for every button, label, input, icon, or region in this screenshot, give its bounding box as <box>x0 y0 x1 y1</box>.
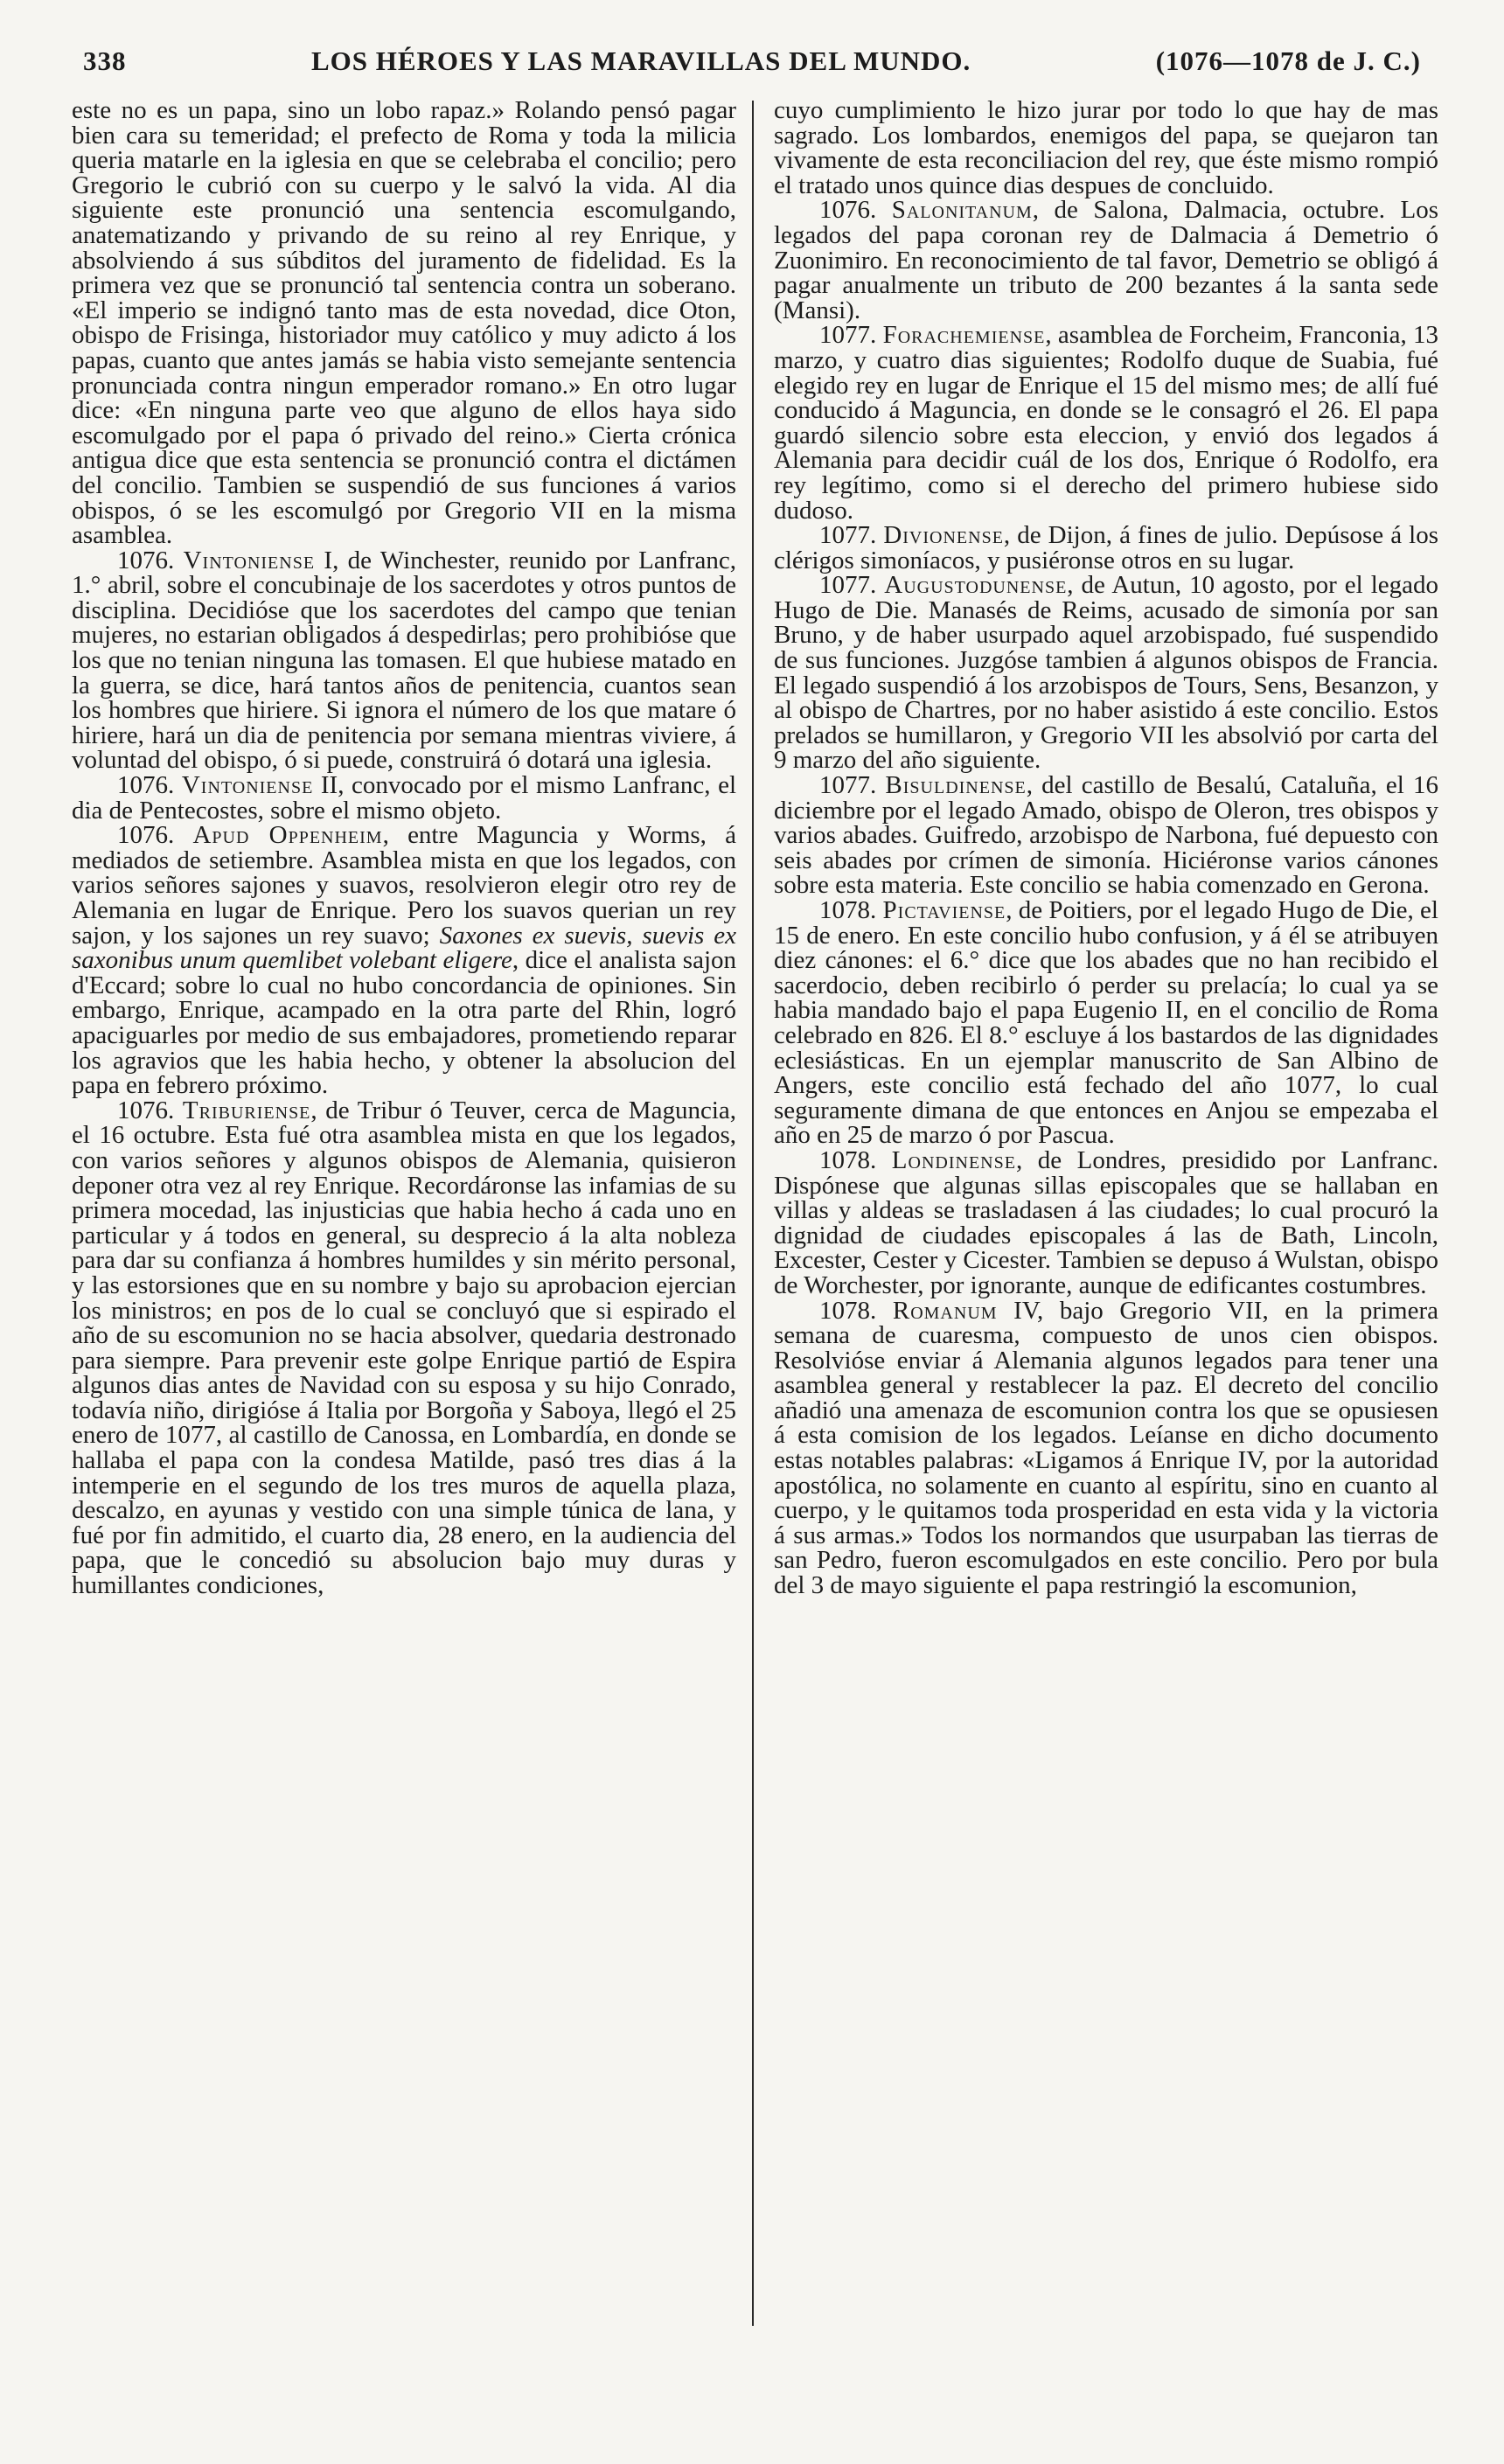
entry-year: 1078. <box>819 1296 877 1325</box>
entry-text: , entre Maguncia y Worms, á mediados de setiembre. Asamblea mista en que los legados, con varios señores sajones y suavos, resolvieron elegir otro rey de Alemania en lugar de Enrique. Pero los suavos querian un rey sajon, y los sajones un rey suavo; <box>72 821 736 950</box>
entry-year: 1076. <box>117 1096 175 1124</box>
running-title: LOS HÉROES Y LAS MARAVILLAS DEL MUNDO. <box>310 45 971 76</box>
entry-name: Vintoniense <box>181 771 314 800</box>
council-entry <box>72 823 736 1098</box>
entry-text: II, convocado por el mismo Lanfranc, el dia de Pentecostes, sobre el mismo objeto. <box>72 771 736 825</box>
entry-year: 1076. <box>117 771 175 800</box>
entry-text: , de Poitiers, por el legado Hugo de Die, el 15 de enero. En este concilio hubo confusion, y á él se atribuyen diez cánones: el 6.° dice que los abades que no han recibido el sacerdocio, deben recibirlo ó perder su prelacía; lo cual ya se habia mandado bajo el papa Eugenio II, en el concilio de Roma celebrado en 826. El 8.° escluye á los bastardos de las dignidades eclesiásticas. En un ejemplar manuscrito de San Albino de Angers, este concilio está fechado del año 1077, lo cual seguramente dimana de que entonces en Anjou se empezaba el año en 25 de marzo ó por Pascua. <box>774 896 1438 1150</box>
running-header <box>83 45 1421 87</box>
entry-name: Apud Oppenheim <box>192 821 383 850</box>
council-entry <box>72 548 736 773</box>
page-number: 338 <box>83 45 127 76</box>
entry-text: , de Autun, 10 agosto, por el legado Hugo de Die. Manasés de Reims, acusado de simonía por san Bruno, y de haber usurpado aquel arzobispado, fué suspendido de sus funciones. Juzgóse tambien á algunos obispos de Francia. El legado suspendió á los arzobispos de Tours, Sens, Besanzon, y al obispo de Chartres, por no haber asistido á este concilio. Estos prelados se humillaron, y Gregorio VII les absolvió por carta del 9 marzo del año siguiente. <box>774 571 1439 775</box>
right-column <box>774 98 1438 1598</box>
entry-year: 1076. <box>117 546 175 574</box>
paragraph: cuyo cumplimiento le hizo jurar por todo lo que hay de mas sagrado. Los lombardos, enemigos del papa, se quejaron tan vivamente de esta reconciliacion del rey, que éste mismo rompió el tratado unos quince dias despues de concluido. <box>774 96 1438 199</box>
council-entry <box>774 1145 1439 1299</box>
entry-year: 1077. <box>819 321 877 350</box>
paragraph: este no es un papa, sino un lobo rapaz.» Rolando pensó pagar bien cara su temeridad; el prefecto de Roma y toda la milicia queria matarle en la iglesia en que se celebraba el concilio; pero Gregorio le cubrió con su cuerpo y le salvó la vida. Al dia siguiente este pronunció una sentencia escomulgando, anatematizando y privando de su reino al rey Enrique, y absolviendo á sus súbditos del juramento de fidelidad. Es la primera vez que se pronunció tal sentencia contra un soberano. «El imperio se indignó tanto mas de esta novedad, dice Oton, obispo de Frisinga, historiador muy católico y muy adicto á los papas, cuanto que antes jamás se habia visto semejante sentencia pronunciada contra ningun emperador romano.» En otro lugar dice: «En ninguna parte veo que alguno de ellos haya sido escomulgado por el papa ó privado del reino.» Cierta crónica antigua dice que esta sentencia se pronunció contra el dictámen del concilio. Tambien se suspendió de sus funciones á varios obispos, ó se les escomulgó por Gregorio VII en la misma asamblea. <box>72 96 736 550</box>
entry-text: , de Londres, presidido por Lanfranc. Dispónese que algunas sillas episcopales que se hallaban en villas y aldeas se trasladasen á las ciudades; lo cual procuró la dignidad de ciudades episcopales á las de Bath, Lincoln, Excester, Cester y Cicester. Tambien se depuso á Wulstan, obispo de Worchester, por ignorante, aunque de edificantes costumbres. <box>774 1145 1439 1299</box>
entry-year: 1078. <box>819 896 877 924</box>
entry-year: 1077. <box>819 771 877 800</box>
latin-quote: Saxones ex suevis, suevis ex saxonibus unum quemlibet volebant eligere <box>72 921 737 975</box>
council-entry <box>72 1098 736 1598</box>
entry-year: 1077. <box>819 521 877 550</box>
entry-text: IV, bajo Gregorio VII, en la primera semana de cuaresma, compuesto de unos cien obispos. Resolvióse enviar á Alemania algunos legados para tener una asamblea general y restablecer la paz. El decreto del concilio añadió una amenaza de escomunion contra los que se opusiesen á esta comision de los legados. Leíanse en dicho documento estas notables palabras: «Ligamos á Enrique IV, por la autoridad apostólica, no solamente en cuanto al espíritu, sino en cuanto al cuerpo, y le quitamos toda prosperidad en esta vida y la victoria á sus armas.» Todos los normandos que usurpaban las tierras de san Pedro, fueron escomulgados en este concilio. Pero por bula del 3 de mayo siguiente el papa restringió la escomunion, <box>774 1296 1438 1600</box>
entry-text: , de Dijon, á fines de julio. Depúsose á los clérigos simoníacos, y pusiéronse otros en su lugar. <box>774 521 1439 574</box>
entry-name: Augustodunense <box>884 571 1068 600</box>
entry-year: 1078. <box>819 1145 877 1174</box>
header-dates: (1076—1078 de J. C.) <box>1155 45 1421 76</box>
entry-year: 1076. <box>117 821 175 850</box>
council-entry <box>774 523 1438 573</box>
council-entry <box>72 773 736 823</box>
entry-text: , del castillo de Besalú, Cataluña, el 16 diciembre por el legado Amado, obispo de Oleron, tres obispos y varios abades. Guifredo, arzobispo de Narbona, fué depuesto con seis abades por crímen de simonía. Hiciéronse varios cánones sobre esta materia. Este concilio se habia comenzado en Gerona. <box>774 771 1438 900</box>
council-entry <box>774 1298 1438 1598</box>
entry-name: Pictaviense <box>882 896 1006 924</box>
entry-text: , asamblea de Forcheim, Franconia, 13 marzo, y cuatro dias siguientes; Rodolfo duque de Suabia, fué elegido rey en lugar de Enrique el 15 del mismo mes; de allí fué conducido á Maguncia, en donde se le consagró el 26. El papa guardó silencio sobre esta eleccion, y envió dos legados á Alemania para decidir cuál de los dos, Enrique ó Rodolfo, era rey legítimo, como si el derecho del primero hubiese sido dudoso. <box>774 321 1439 525</box>
entry-text: , de Salona, Dalmacia, octubre. Los legados del papa coronan rey de Dalmacia á Demetrio ó Zuonimiro. En reconocimiento de tal favor, Demetrio se obligó á pagar anualmente un tributo de 200 bezantes á la santa sede (Mansi). <box>774 196 1438 324</box>
entry-name: Vintoniense <box>183 546 316 574</box>
left-column <box>72 98 736 1598</box>
entry-text: , de Tribur ó Teuver, cerca de Maguncia, el 16 octubre. Esta fué otra asamblea mista en que los legados, con varios señores y algunos obispos de Alemania, quisieron deponer otra vez al rey Enrique. Recordáronse las infamias de su primera mocedad, las injusticias que habia hecho á cada uno en particular y á todos en general, su desprecio á la alta nobleza para dar su confianza á hombres humildes y sin mérito personal, y las estorsiones que en su nombre y bajo su aprobacion ejercian los ministros; en pos de lo cual se concluyó que si espirado el año de su escomunion no se hacia absolver, quedaria destronado para siempre. Para prevenir este golpe Enrique partió de Espira algunos dias antes de Navidad con su esposa y su hijo Conrado, todavía niño, dirigióse á Italia por Borgoña y Saboya, llegó el 25 enero de 1077, al castillo de Canossa, en Lombardía, en donde se hallaba el papa con la condesa Matilde, pasó tres dias á la intemperie en el segundo de los tres muros de aquella plaza, descalzo, en ayunas y vestido con una simple túnica de lana, y fué por fin admitido, el cuarto dia, 28 enero, en la audiencia del papa, que le concedió su absolucion bajo muy duras y humillantes condiciones, <box>72 1096 737 1600</box>
entry-name: Salonitanum <box>891 196 1033 225</box>
entry-name: Londinense <box>891 1145 1016 1174</box>
column-divider <box>752 101 754 2326</box>
entry-name: Triburiense <box>182 1096 311 1124</box>
entry-name: Forachemiense <box>882 321 1046 350</box>
entry-text: , dice el analista sajon d'Eccard; sobre lo cual no hubo concordancia de opiniones. Sin embargo, Enrique, acampado en la otra parte del Rhin, logró apaciguarles por medio de sus embajadores, prometiendo reparar los agravios que les habia hecho, y obtener la absolucion del papa en febrero próximo. <box>72 946 736 1100</box>
entry-year: 1077. <box>819 571 877 600</box>
council-entry <box>774 323 1438 523</box>
entry-name: Divionense <box>883 521 1004 550</box>
entry-name: Romanum <box>892 1296 998 1325</box>
entry-text: I, de Winchester, reunido por Lanfranc, 1.° abril, sobre el concubinaje de los sacerdotes y otros puntos de disciplina. Decidióse que los sacerdotes del campo que tenian mujeres, no estarian obligados á despedirlas; pero prohibióse que los que no tenian ninguna las tomasen. El que hubiese matado en la guerra, se dice, hará tantos años de penitencia, cuantos sean los hombres que hiriere. Si ignora el número de los que matare ó hiriere, hará un dia de penitencia por semana mientras viviere, á voluntad del obispo, ó si puede, construirá ó dotará una iglesia. <box>72 546 737 775</box>
entry-year: 1076. <box>819 196 877 225</box>
council-entry <box>774 898 1438 1148</box>
entry-name: Bisuldinense <box>885 771 1027 800</box>
council-entry <box>774 573 1438 773</box>
council-entry <box>774 773 1438 898</box>
council-entry <box>774 198 1438 323</box>
